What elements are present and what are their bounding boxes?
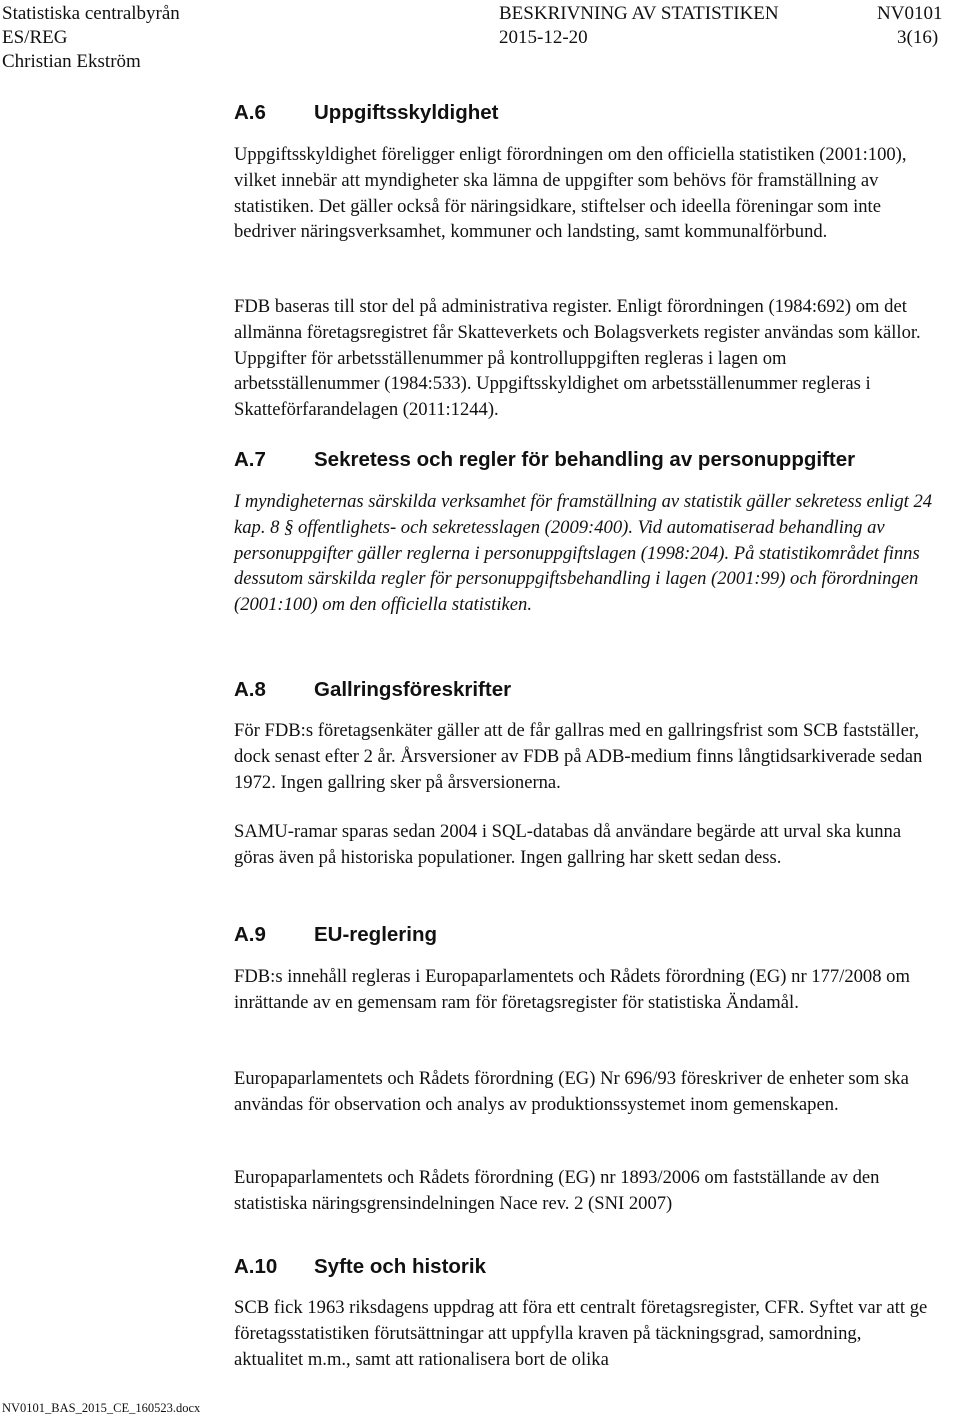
section-number: A.8 [234,678,266,701]
section-paragraph: SCB fick 1963 riksdagens uppdrag att föra ett centralt företagsregister, CFR. Syftet var att ge företagsstatistiken förutsättningar att uppfylla kraven på täckningsgrad, samordning, aktualitet m.m., samt att rationalisera bort de olika [234,1297,928,1370]
section-number: A.6 [234,101,266,124]
header-doc-type: BESKRIVNING AV STATISTIKEN [499,3,779,24]
section-paragraph: Europaparlamentets och Rådets förordning (EG) nr 1893/2006 om fastställande av den statistiska näringsgrensindelningen Nace rev. 2 (SNI 2007) [234,1167,880,1214]
section-heading-a9 [234,920,437,950]
section-heading-a10 [234,1252,486,1282]
header-code: NV0101 [877,3,943,24]
section-paragraph: SAMU-ramar sparas sedan 2004 i SQL-databas då användare begärde att urval ska kunna göras även på historiska populationer. Ingen gallring har skett sedan dess. [234,821,902,868]
section-number: A.9 [234,923,266,946]
section-paragraph: FDB:s innehåll regleras i Europaparlamentets och Rådets förordning (EG) nr 177/2008 om inrättande av en gemensam ram för företagsregister för statistiska Ändamål. [234,966,910,1013]
section-title: EU-reglering [314,923,438,946]
section-title: Gallringsföreskrifter [314,678,512,701]
header-dept: ES/REG [2,27,68,48]
section-heading-a6 [234,98,499,128]
section-number: A.7 [234,448,266,471]
header-org: Statistiska centralbyrån [2,3,180,24]
header-date: 2015-12-20 [499,27,588,48]
section-heading-a8 [234,675,511,705]
section-paragraph: FDB baseras till stor del på administrativa register. Enligt förordningen (1984:692) om det allmänna företagsregistret får Skatteverkets och Bolagsverkets register användas som källor. Uppgifter för arbetsställenummer på kontrolluppgiften regleras i lagen om arbetsställenummer (1984:533). Uppgiftsskyldighet om arbetsställenummer regleras i Skatteförfarandelagen (2011:1244). [234,296,921,421]
header-author: Christian Ekström [2,51,141,72]
section-number: A.10 [234,1255,278,1278]
section-title: Syfte och historik [314,1255,487,1278]
section-paragraph: Uppgiftsskyldighet föreligger enligt förordningen om den officiella statistiken (2001:100), vilket innebär att myndigheter ska lämna de uppgifter som behövs för framställning av statistiken. Det gäller också för näringsidkare, stiftelser och ideella föreningar som inte bedriver näringsverksamhet, kommuner och landsting, samt kommunalförbund. [234,144,907,243]
section-paragraph: I myndigheternas särskilda verksamhet för framställning av statistik gäller sekretess enligt 24 kap. 8 § offentlighets- och sekretesslagen (2009:400). Vid automatiserad behandling av personuppgifter gäller reglerna i personuppgiftslagen (1998:204). På statistikområdet finns dessutom särskilda regler för personuppgiftsbehandling i lagen (2001:99) och förordningen (2001:100) om den officiella statistiken. [234,491,933,616]
section-title: Uppgiftsskyldighet [314,101,499,124]
section-paragraph: För FDB:s företagsenkäter gäller att de får gallras med en gallringsfrist som SCB fastställer, dock senast efter 2 år. Årsversioner av FDB på ADB-medium finns långtidsarkiverade sedan 1972. Ingen gallring sker på årsversionerna. [234,720,923,793]
section-heading-a7 [234,445,855,475]
header-page-number: 3(16) [897,27,939,48]
footer-filename: NV0101_BAS_2015_CE_160523.docx [2,1401,201,1415]
section-title: Sekretess och regler för behandling av personuppgifter [314,448,856,471]
section-paragraph: Europaparlamentets och Rådets förordning (EG) Nr 696/93 föreskriver de enheter som ska användas för observation och analys av produktionssystemet inom gemenskapen. [234,1068,909,1115]
